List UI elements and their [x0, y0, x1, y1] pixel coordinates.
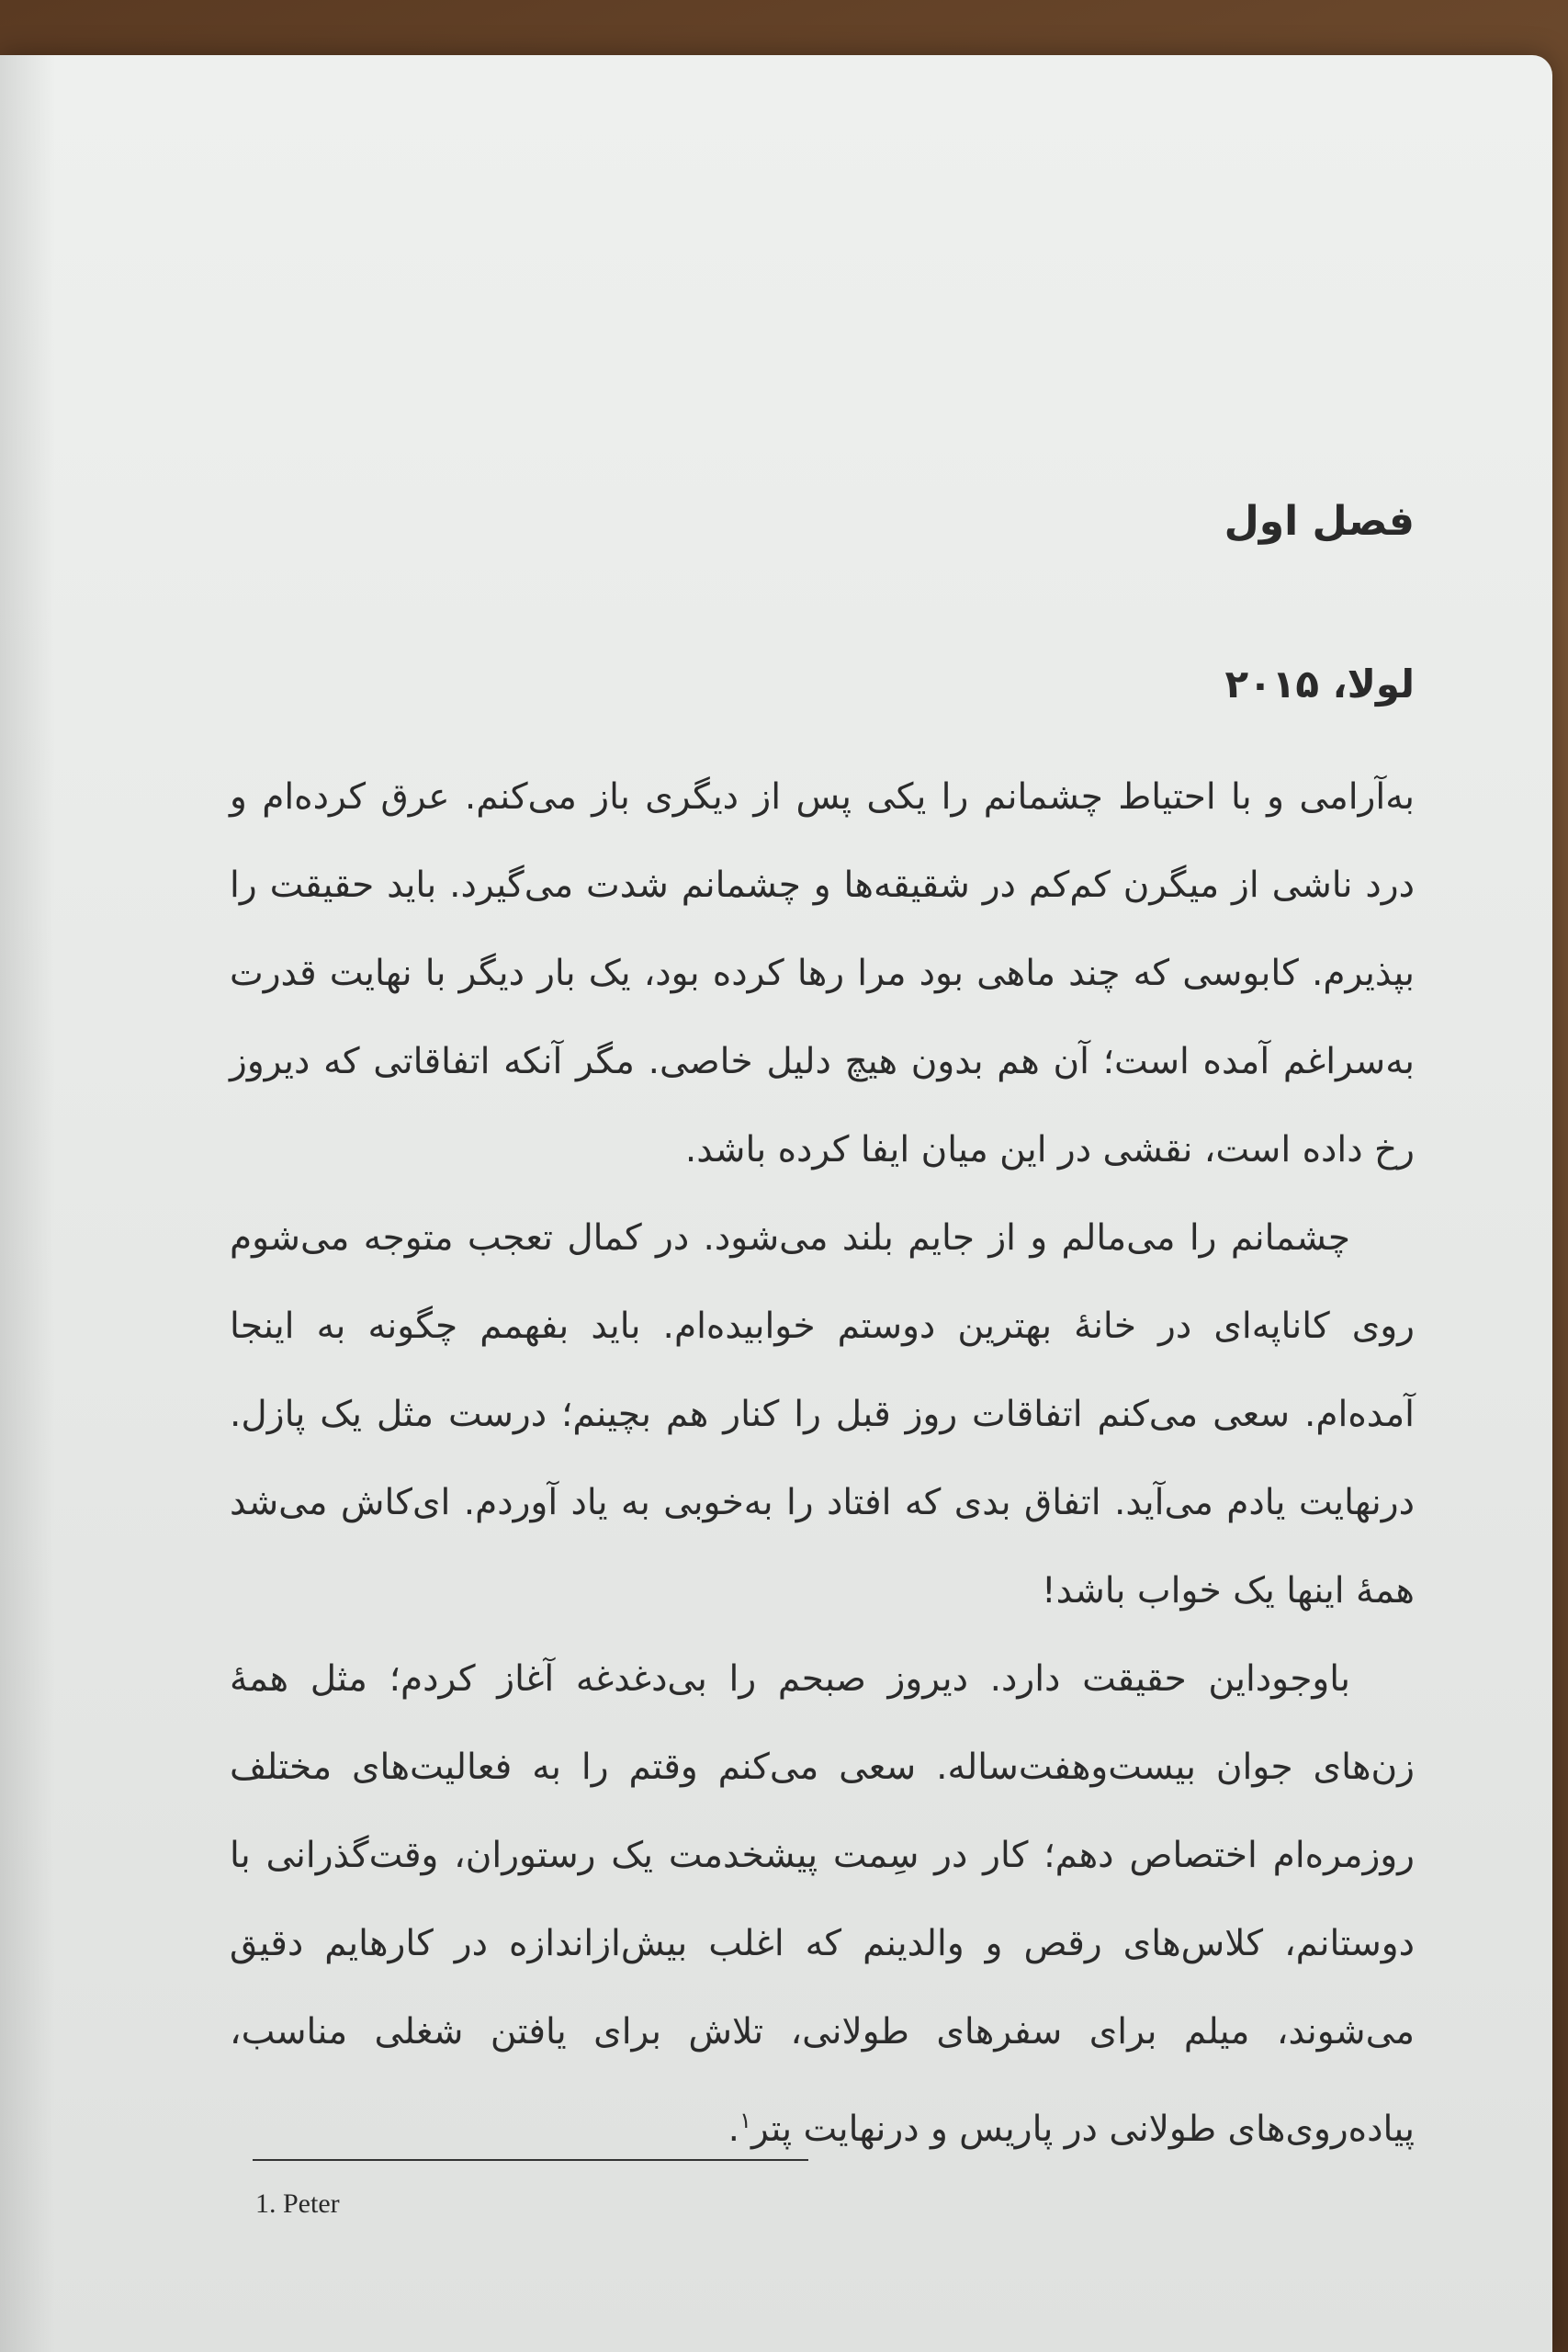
chapter-title: فصل اول	[1224, 498, 1415, 545]
footnote: 1. Peter	[255, 2188, 340, 2219]
footnote-marker: ۱	[739, 2108, 751, 2133]
paragraph-2: چشمانم را می‌مالم و از جایم بلند می‌شود. در کمال تعجب متوجه می‌شوم روی کاناپه‌ای در خانهٔ بهترین دوستم خوابیده‌ام. باید بفهمم چگونه به اینجا آمده‌ام. سعی می‌کنم اتفاقات روز قبل را کنار هم بچینم؛ درست مثل یک پازل. درنهایت یادم می‌آید. اتفاق بدی که افتاد را به‌خوبی به یاد آوردم. ای‌کاش می‌شد همهٔ اینها یک خواب باشد!	[230, 1217, 1415, 1611]
footnote-divider	[253, 2159, 808, 2161]
section-heading: لولا، ۲۰۱۵	[1224, 662, 1415, 707]
paragraph-3-text: باوجوداین حقیقت دارد. دیروز صبحم را بی‌دغدغه آغاز کردم؛ مثل همهٔ زن‌های جوان بیست‌وهفت‌ساله. سعی می‌کنم وقتم را به فعالیت‌های مختلف روزمره‌ام اختصاص دهم؛ کار در سِمت پیشخدمت یک رستوران، وقت‌گذرانی با دوستانم، کلاس‌های رقص و والدینم که اغلب بیش‌ازاندازه در کارهایم دقیق می‌شوند، میلم برای سفرهای طولانی، تلاش برای یافتن شغلی مناسب، پیاده‌روی‌های طولانی در پاریس و درنهایت پتر	[230, 1658, 1415, 2150]
body-text	[230, 753, 1415, 2174]
paragraph-1: به‌آرامی و با احتیاط چشمانم را یکی پس از دیگری باز می‌کنم. عرق کرده‌ام و درد ناشی از میگرن کم‌کم در شقیقه‌ها و چشمانم شدت می‌گیرد. باید حقیقت را بپذیرم. کابوسی که چند ماهی بود مرا رها کرده بود، یک بار دیگر با نهایت قدرت به‌سراغم آمده است؛ آن هم بدون هیچ دلیل خاصی. مگر آنکه اتفاقاتی که دیروز رخ داده است، نقشی در این میان ایفا کرده باشد.	[230, 776, 1415, 1170]
paragraph-3: باوجوداین حقیقت دارد. دیروز صبحم را بی‌دغدغه آغاز کردم؛ مثل همهٔ زن‌های جوان بیست‌وهفت‌ساله. سعی می‌کنم وقتم را به فعالیت‌های مختلف روزمره‌ام اختصاص دهم؛ کار در سِمت پیشخدمت یک رستوران، وقت‌گذرانی با دوستانم، کلاس‌های رقص و والدینم که اغلب بیش‌ازاندازه در کارهایم دقیق می‌شوند، میلم برای سفرهای طولانی، تلاش برای یافتن شغلی مناسب، پیاده‌روی‌های طولانی در پاریس و درنهایت پتر$^۱$.	[230, 1658, 1415, 2150]
book-page	[0, 55, 1552, 2352]
